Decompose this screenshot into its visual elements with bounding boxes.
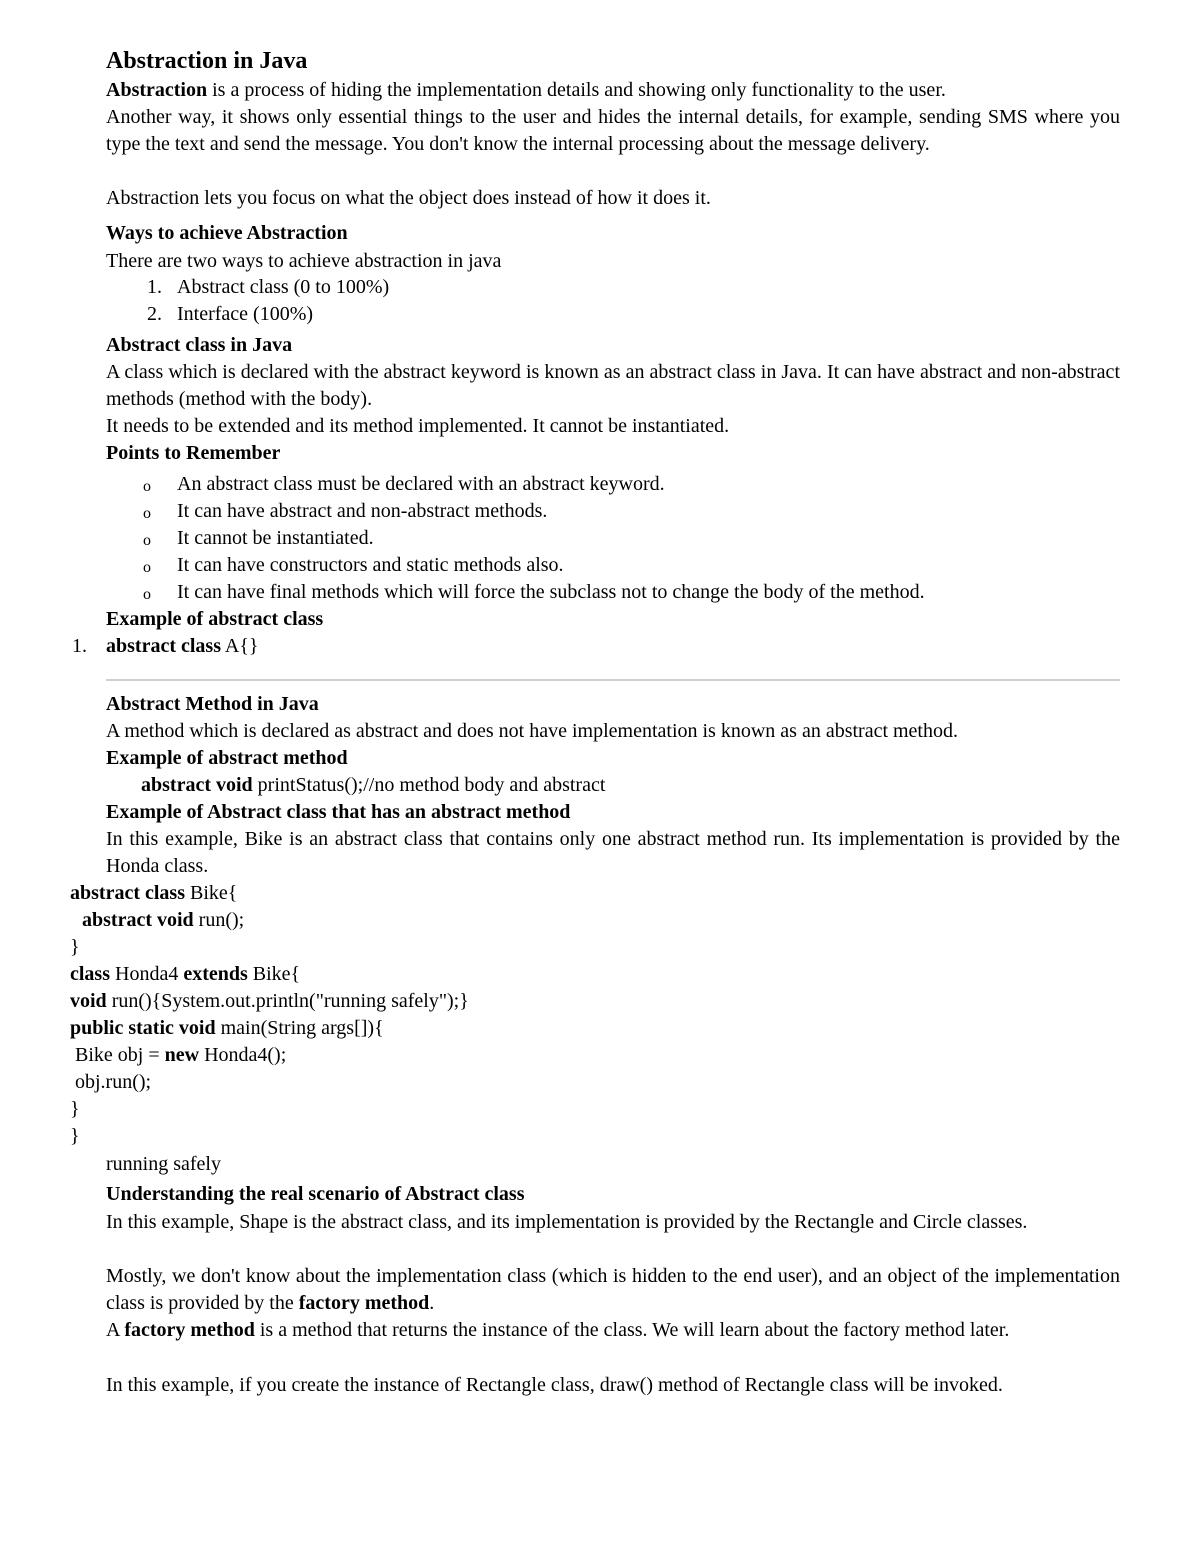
program-output: running safely	[106, 1153, 221, 1175]
example-with-method-text: In this example, Bike is an abstract class that contains only one abstract method run. Its implementation is provided by the Honda class.	[106, 828, 1120, 877]
abstract-method-example-code: abstract void printStatus();//no method body and abstract	[141, 774, 606, 796]
abstract-method-text: A method which is declared as abstract and does not have implementation is known as an abstract method.	[106, 720, 958, 742]
intro-paragraph-3: Abstraction lets you focus on what the object does instead of how it does it.	[106, 187, 711, 209]
bullet-icon: o	[143, 505, 151, 522]
real-scenario-paragraph-2: Mostly, we don't know about the implementation class (which is hidden to the end user), and an object of the implementation class is provided by the factory method.	[106, 1265, 1120, 1314]
code-line: void run(){System.out.println("running safely");}	[70, 990, 469, 1012]
points-heading: Points to Remember	[106, 442, 281, 464]
code-line: abstract void run();	[82, 909, 245, 931]
list-item: 1. Abstract class (0 to 100%)	[147, 276, 390, 298]
example-class-heading: Example of abstract class	[106, 608, 324, 630]
section-divider	[106, 679, 1120, 681]
bullet-icon: o	[143, 586, 151, 603]
real-scenario-heading: Understanding the real scenario of Abstract class	[106, 1183, 525, 1205]
list-item: o An abstract class must be declared with an abstract keyword.	[177, 471, 665, 498]
code-line: abstract class Bike{	[70, 882, 238, 904]
bullet-icon: o	[143, 478, 151, 495]
list-item: o It can have constructors and static methods also.	[177, 552, 564, 579]
bullet-icon: o	[143, 559, 151, 576]
intro-paragraph-1: Abstraction is a process of hiding the implementation details and showing only functionality to the user.	[106, 79, 946, 101]
ways-text: There are two ways to achieve abstraction in java	[106, 250, 502, 272]
code-line: }	[70, 936, 80, 958]
abstract-class-heading: Abstract class in Java	[106, 334, 293, 356]
code-line: }	[70, 1098, 80, 1120]
intro-paragraph-2: Another way, it shows only essential things to the user and hides the internal details, for example, sending SMS where you type the text and send the message. You don't know the internal processing about the message delivery.	[106, 106, 1120, 155]
code-line: Bike obj = new Honda4();	[70, 1044, 287, 1066]
real-scenario-paragraph-1: In this example, Shape is the abstract class, and its implementation is provided by the Rectangle and Circle classes.	[106, 1211, 1028, 1233]
example-class-code: abstract class A{}	[106, 635, 259, 657]
abstract-method-heading: Abstract Method in Java	[106, 693, 319, 715]
code-line: }	[70, 1125, 80, 1147]
real-scenario-paragraph-4: In this example, if you create the instance of Rectangle class, draw() method of Rectangle class will be invoked.	[106, 1374, 1003, 1396]
list-item: o It can have abstract and non-abstract methods.	[177, 498, 547, 525]
bullet-icon: o	[143, 532, 151, 549]
example-with-method-heading: Example of Abstract class that has an abstract method	[106, 801, 571, 823]
example-class-number: 1.	[72, 635, 87, 657]
real-scenario-paragraph-3: A factory method is a method that returns the instance of the class. We will learn about the factory method later.	[106, 1319, 1010, 1341]
list-item: o It can have final methods which will force the subclass not to change the body of the method.	[177, 579, 925, 606]
abstract-class-paragraph-1: A class which is declared with the abstract keyword is known as an abstract class in Java. It can have abstract and non-abstract methods (method with the body).	[106, 361, 1120, 410]
abstract-method-example-heading: Example of abstract method	[106, 747, 348, 769]
abstract-class-paragraph-2: It needs to be extended and its method implemented. It cannot be instantiated.	[106, 415, 730, 437]
list-item: o It cannot be instantiated.	[177, 525, 374, 552]
code-line: class Honda4 extends Bike{	[70, 963, 301, 985]
code-line: public static void main(String args[]){	[70, 1017, 384, 1039]
list-item: 2. Interface (100%)	[147, 303, 314, 325]
page-title: Abstraction in Java	[106, 48, 308, 74]
ways-heading: Ways to achieve Abstraction	[106, 222, 348, 244]
code-line: obj.run();	[70, 1071, 152, 1093]
